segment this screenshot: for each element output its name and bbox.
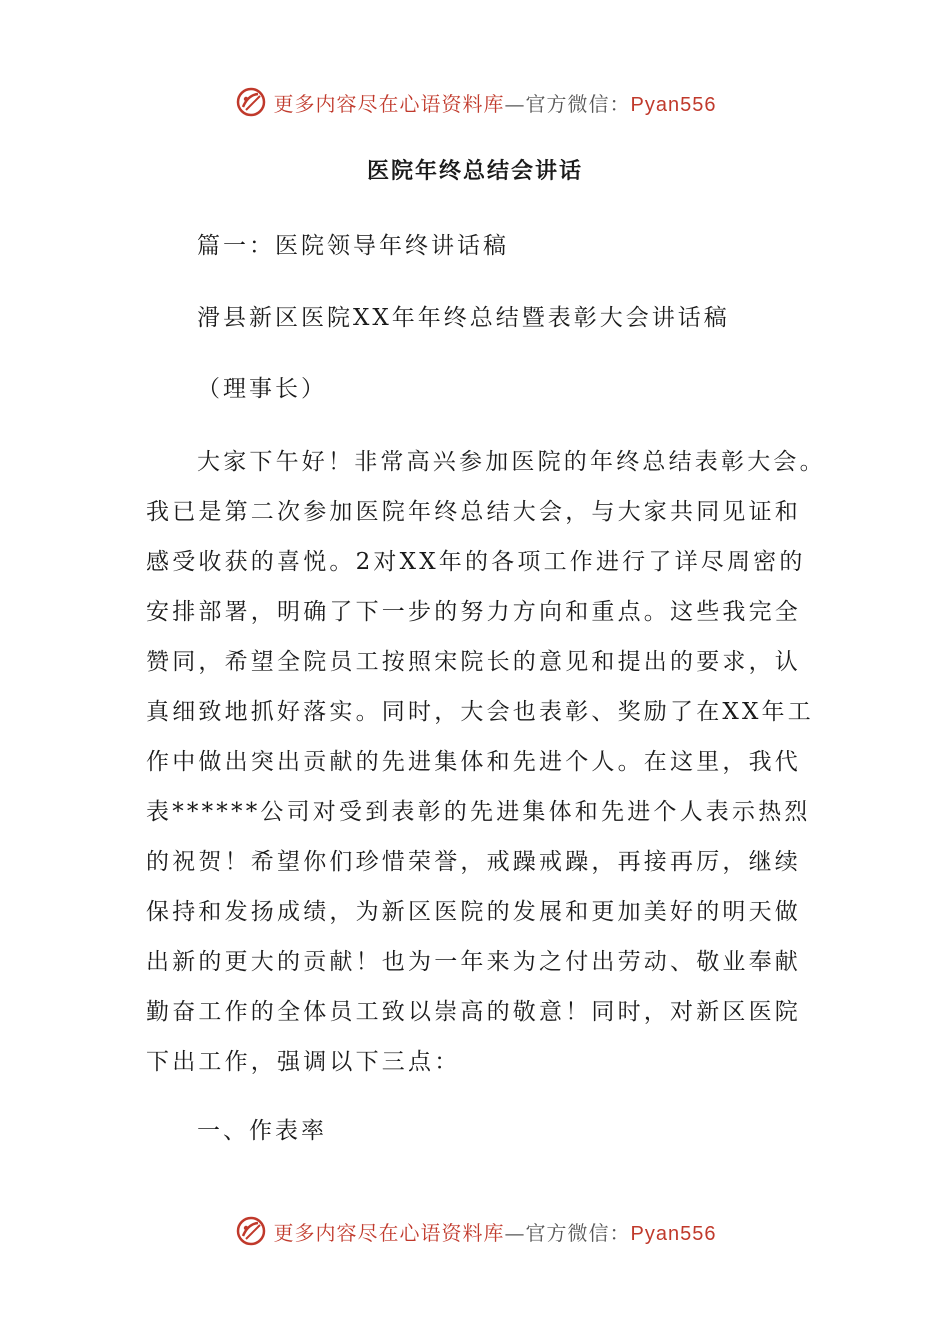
logo-icon <box>234 1214 268 1248</box>
body-line: 大家下午好！非常高兴参加医院的年终总结表彰大会。 <box>197 449 826 475</box>
body-line: 的祝贺！希望你们珍惜荣誉，戒躁戒躁，再接再厉，继续 <box>146 849 801 875</box>
banner-wechat-id: Pyan556 <box>630 1222 717 1245</box>
banner-text <box>274 1217 717 1246</box>
speech-subtitle: 滑县新区医院XX年年终总结暨表彰大会讲话稿 <box>197 305 730 331</box>
banner-promo-text: 更多内容尽在心语资料库 <box>273 91 505 116</box>
banner-text <box>274 88 717 117</box>
body-line: 赞同，希望全院员工按照宋院长的意见和提出的要求，认 <box>146 649 801 675</box>
speaker-label: （理事长） <box>197 376 327 402</box>
body-line: 安排部署，明确了下一步的努力方向和重点。这些我完全 <box>146 599 801 625</box>
logo-icon <box>234 85 268 119</box>
body-line: 保持和发扬成绩，为新区医院的发展和更加美好的明天做 <box>146 899 801 925</box>
body-line: 真细致地抓好落实。同时，大会也表彰、奖励了在XX年工 <box>146 699 814 725</box>
body-line: 感受收获的喜悦。2对XX年的各项工作进行了详尽周密的 <box>146 549 806 575</box>
body-line: 下出工作，强调以下三点： <box>146 1049 461 1075</box>
banner-official-text: —官方微信： <box>504 91 631 116</box>
body-line: 出新的更大的贡献！也为一年来为之付出劳动、敬业奉献 <box>146 949 801 975</box>
banner-official-text: —官方微信： <box>504 1220 631 1245</box>
footer-banner <box>0 1211 950 1251</box>
document-title: 医院年终总结会讲话 <box>366 158 583 184</box>
banner-wechat-id: Pyan556 <box>630 93 717 116</box>
banner-promo-text: 更多内容尽在心语资料库 <box>273 1220 505 1245</box>
body-line: 表******公司对受到表彰的先进集体和先进个人表示热烈 <box>146 799 811 825</box>
body-paragraph <box>146 437 826 1087</box>
section-one-heading: 一、作表率 <box>197 1118 327 1144</box>
body-line: 作中做出突出贡献的先进集体和先进个人。在这里，我代 <box>146 749 801 775</box>
body-line: 我已是第二次参加医院年终总结大会，与大家共同见证和 <box>146 499 801 525</box>
body-line: 勤奋工作的全体员工致以崇高的敬意！同时，对新区医院 <box>146 999 801 1025</box>
chapter-heading: 篇一：医院领导年终讲话稿 <box>197 233 509 259</box>
header-banner <box>0 82 950 122</box>
